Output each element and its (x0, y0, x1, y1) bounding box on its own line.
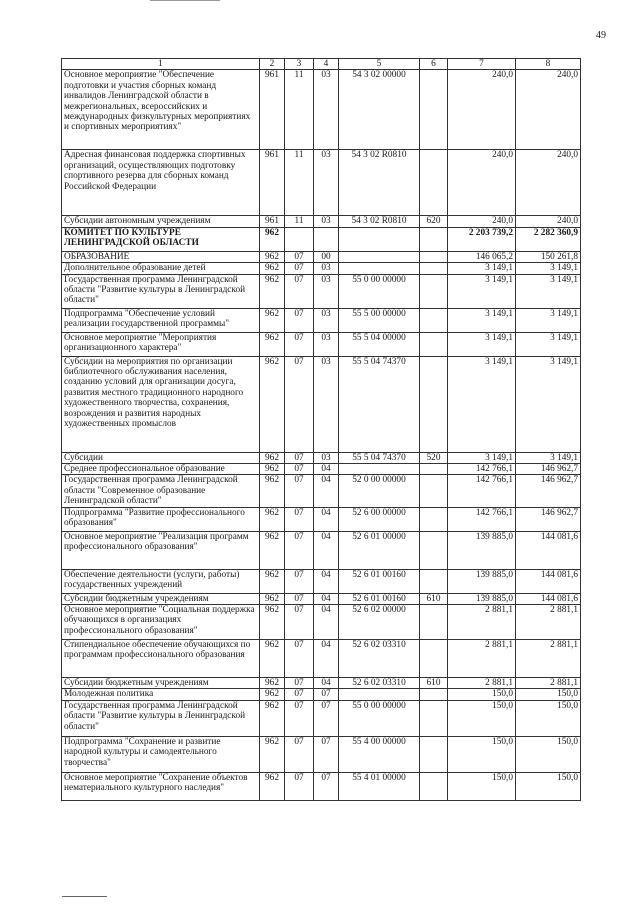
table-row (62, 736, 581, 772)
cell-grbs: 962 (260, 227, 285, 251)
cell-name: Адресная финансовая поддержка спортивных организаций, осуществляющих подготовку спортивного резерва для сборных команд Российской Федерации (62, 150, 260, 216)
cell-amount-year1: 2 881,1 (448, 640, 516, 678)
cell-subsection: 03 (314, 274, 339, 308)
cell-name: Молодежная политика (62, 689, 260, 700)
cell-section: 07 (285, 640, 314, 678)
cell-name: Основное мероприятие "Мероприятия организационного характера" (62, 332, 260, 356)
cell-expense-type (420, 736, 448, 772)
table-row (62, 356, 581, 452)
cell-expense-type (420, 772, 448, 800)
cell-section: 07 (285, 452, 314, 463)
cell-section: 07 (285, 356, 314, 452)
cell-subsection: 07 (314, 736, 339, 772)
cell-amount-year2: 3 149,1 (516, 332, 581, 356)
cell-amount-year2: 3 149,1 (516, 274, 581, 308)
cell-expense-type (420, 332, 448, 356)
cell-target-article: 55 5 04 74370 (339, 356, 420, 452)
cell-section: 07 (285, 569, 314, 593)
cell-expense-type (420, 263, 448, 274)
header-col-3: 3 (285, 59, 314, 70)
cell-target-article: 52 6 01 00160 (339, 593, 420, 604)
table-row (62, 772, 581, 800)
cell-expense-type: 520 (420, 452, 448, 463)
cell-expense-type (420, 640, 448, 678)
cell-name: Дополнительное образование детей (62, 263, 260, 274)
cell-section: 07 (285, 700, 314, 736)
cell-grbs: 962 (260, 452, 285, 463)
cell-amount-year2: 150,0 (516, 689, 581, 700)
cell-expense-type (420, 227, 448, 251)
cell-target-article: 55 4 00 00000 (339, 736, 420, 772)
cell-amount-year2: 150 261,8 (516, 251, 581, 262)
cell-name: Подпрограмма "Сохранение и развитие народной культуры и самодеятельного творчества" (62, 736, 260, 772)
cell-amount-year1: 3 149,1 (448, 332, 516, 356)
cell-name: Обеспечение деятельности (услуги, работы) государственных учреждений (62, 569, 260, 593)
cell-subsection: 04 (314, 464, 339, 475)
cell-section: 07 (285, 736, 314, 772)
cell-amount-year2: 2 881,1 (516, 605, 581, 640)
cell-amount-year2: 146 962,7 (516, 464, 581, 475)
cell-expense-type (420, 569, 448, 593)
table-row (62, 464, 581, 475)
cell-expense-type (420, 70, 448, 150)
cell-expense-type: 620 (420, 216, 448, 227)
cell-target-article: 52 6 02 03310 (339, 678, 420, 689)
cell-grbs: 961 (260, 216, 285, 227)
cell-target-article (339, 464, 420, 475)
cell-target-article: 52 6 00 00000 (339, 507, 420, 531)
cell-subsection (314, 227, 339, 251)
header-col-2: 2 (260, 59, 285, 70)
cell-grbs: 961 (260, 70, 285, 150)
cell-amount-year2: 146 962,7 (516, 475, 581, 507)
cell-amount-year1: 146 065,2 (448, 251, 516, 262)
cell-target-article: 54 3 02 00000 (339, 70, 420, 150)
cell-amount-year1: 139 885,0 (448, 531, 516, 569)
cell-name: Государственная программа Ленинградской области "Развитие культуры в Ленинградской области" (62, 700, 260, 736)
cell-name: Основное мероприятие "Обеспечение подготовки и участия сборных команд инвалидов Ленинградской области в межрегиональных, всероссийских и международных физкультурных мероприятиях и спортивных мероприятиях" (62, 70, 260, 150)
table-row (62, 700, 581, 736)
cell-target-article: 55 0 00 00000 (339, 700, 420, 736)
cell-amount-year2: 150,0 (516, 736, 581, 772)
cell-section: 07 (285, 689, 314, 700)
cell-subsection: 04 (314, 605, 339, 640)
cell-target-article: 54 3 02 R0810 (339, 216, 420, 227)
cell-subsection: 07 (314, 689, 339, 700)
header-col-5: 5 (339, 59, 420, 70)
cell-grbs: 962 (260, 475, 285, 507)
cell-subsection: 03 (314, 356, 339, 452)
cell-expense-type (420, 251, 448, 262)
cell-name: Субсидии бюджетным учреждениям (62, 593, 260, 604)
cell-expense-type (420, 308, 448, 332)
cell-section: 07 (285, 475, 314, 507)
cell-amount-year1: 142 766,1 (448, 464, 516, 475)
page-number: 49 (596, 30, 606, 41)
cell-amount-year1: 240,0 (448, 216, 516, 227)
cell-expense-type (420, 464, 448, 475)
table-row (62, 150, 581, 216)
table-row (62, 251, 581, 262)
cell-name: Подпрограмма "Развитие профессионального образования" (62, 507, 260, 531)
cell-grbs: 962 (260, 689, 285, 700)
cell-grbs: 962 (260, 605, 285, 640)
cell-name: Государственная программа Ленинградской области "Развитие культуры в Ленинградской области" (62, 274, 260, 308)
cell-section: 07 (285, 678, 314, 689)
cell-grbs: 962 (260, 308, 285, 332)
cell-amount-year2: 3 149,1 (516, 452, 581, 463)
header-col-1: 1 (62, 59, 260, 70)
cell-target-article (339, 263, 420, 274)
cell-grbs: 962 (260, 356, 285, 452)
cell-grbs: 962 (260, 531, 285, 569)
cell-target-article: 52 6 02 00000 (339, 605, 420, 640)
cell-target-article: 52 6 01 00160 (339, 569, 420, 593)
cell-subsection: 04 (314, 475, 339, 507)
cell-amount-year1: 240,0 (448, 150, 516, 216)
cell-section: 07 (285, 308, 314, 332)
cell-subsection: 03 (314, 70, 339, 150)
cell-amount-year2: 146 962,7 (516, 507, 581, 531)
table-row (62, 475, 581, 507)
cell-section: 07 (285, 263, 314, 274)
cell-name: Субсидии (62, 452, 260, 463)
cell-amount-year1: 2 881,1 (448, 605, 516, 640)
cell-expense-type (420, 700, 448, 736)
cell-section: 07 (285, 507, 314, 531)
cell-amount-year1: 139 885,0 (448, 593, 516, 604)
table-row (62, 507, 581, 531)
cell-amount-year2: 3 149,1 (516, 308, 581, 332)
cell-section: 07 (285, 251, 314, 262)
cell-expense-type (420, 150, 448, 216)
cell-expense-type (420, 605, 448, 640)
cell-name: Субсидии бюджетным учреждениям (62, 678, 260, 689)
table-row (62, 274, 581, 308)
cell-section: 07 (285, 464, 314, 475)
cell-grbs: 962 (260, 678, 285, 689)
cell-name: Субсидии автономным учреждениям (62, 216, 260, 227)
header-col-8: 8 (516, 59, 581, 70)
cell-subsection: 00 (314, 251, 339, 262)
cell-subsection: 03 (314, 308, 339, 332)
cell-section: 07 (285, 332, 314, 356)
table-row (62, 689, 581, 700)
header-col-4: 4 (314, 59, 339, 70)
cell-subsection: 04 (314, 593, 339, 604)
cell-expense-type (420, 689, 448, 700)
cell-grbs: 962 (260, 263, 285, 274)
cell-amount-year2: 240,0 (516, 216, 581, 227)
cell-amount-year2: 150,0 (516, 772, 581, 800)
cell-amount-year2: 240,0 (516, 70, 581, 150)
cell-name: Основное мероприятие "Реализация программ профессионального образования" (62, 531, 260, 569)
cell-target-article: 54 3 02 R0810 (339, 150, 420, 216)
cell-amount-year2: 3 149,1 (516, 356, 581, 452)
cell-grbs: 962 (260, 593, 285, 604)
cell-grbs: 962 (260, 569, 285, 593)
cell-amount-year1: 150,0 (448, 700, 516, 736)
cell-name: Подпрограмма "Обеспечение условий реализации государственной программы" (62, 308, 260, 332)
cell-grbs: 962 (260, 251, 285, 262)
cell-expense-type (420, 531, 448, 569)
cell-section: 07 (285, 772, 314, 800)
cell-subsection: 03 (314, 216, 339, 227)
cell-grbs: 962 (260, 640, 285, 678)
table-row (62, 308, 581, 332)
table-row (62, 531, 581, 569)
cell-grbs: 962 (260, 772, 285, 800)
cell-section: 11 (285, 70, 314, 150)
cell-amount-year2: 2 282 360,9 (516, 227, 581, 251)
cell-name: Субсидии на мероприятия по организации библиотечного обслуживания населения, созданию условий для организации досуга, развития местного традиционного народного художественного творчества, сохранения, возрождения и развития народных художественных промыслов (62, 356, 260, 452)
cell-name: Стипендиальное обеспечение обучающихся по программам профессионального образования (62, 640, 260, 678)
cell-name: Среднее профессиональное образование (62, 464, 260, 475)
cell-subsection: 04 (314, 569, 339, 593)
cell-subsection: 03 (314, 150, 339, 216)
cell-amount-year1: 3 149,1 (448, 274, 516, 308)
cell-amount-year1: 142 766,1 (448, 475, 516, 507)
cell-amount-year1: 150,0 (448, 772, 516, 800)
cell-amount-year1: 150,0 (448, 736, 516, 772)
scan-artifact-top (150, 0, 220, 1)
cell-amount-year1: 139 885,0 (448, 569, 516, 593)
cell-section: 07 (285, 605, 314, 640)
cell-subsection: 04 (314, 678, 339, 689)
cell-section (285, 227, 314, 251)
cell-subsection: 04 (314, 507, 339, 531)
table-header-row (62, 59, 581, 70)
table-row (62, 227, 581, 251)
cell-amount-year2: 2 881,1 (516, 640, 581, 678)
table-row (62, 593, 581, 604)
cell-subsection: 03 (314, 263, 339, 274)
cell-name: КОМИТЕТ ПО КУЛЬТУРЕ ЛЕНИНГРАДСКОЙ ОБЛАСТИ (62, 227, 260, 251)
cell-amount-year1: 2 881,1 (448, 678, 516, 689)
cell-amount-year2: 144 081,6 (516, 593, 581, 604)
cell-grbs: 962 (260, 700, 285, 736)
cell-grbs: 962 (260, 274, 285, 308)
cell-subsection: 03 (314, 332, 339, 356)
cell-name: Основное мероприятие "Социальная поддержка обучающихся в организациях профессионального образования" (62, 605, 260, 640)
cell-grbs: 962 (260, 332, 285, 356)
table-row (62, 569, 581, 593)
cell-target-article: 55 0 00 00000 (339, 274, 420, 308)
cell-name: Государственная программа Ленинградской области "Современное образование Ленинградской области" (62, 475, 260, 507)
cell-target-article: 55 5 04 74370 (339, 452, 420, 463)
table-body (62, 70, 581, 800)
cell-target-article: 55 4 01 00000 (339, 772, 420, 800)
cell-expense-type (420, 274, 448, 308)
cell-amount-year2: 144 081,6 (516, 569, 581, 593)
cell-name: ОБРАЗОВАНИЕ (62, 251, 260, 262)
cell-amount-year1: 3 149,1 (448, 356, 516, 452)
header-col-7: 7 (448, 59, 516, 70)
header-col-6: 6 (420, 59, 448, 70)
cell-amount-year2: 240,0 (516, 150, 581, 216)
table-row (62, 332, 581, 356)
cell-target-article: 55 5 00 00000 (339, 308, 420, 332)
cell-expense-type (420, 507, 448, 531)
cell-amount-year2: 3 149,1 (516, 263, 581, 274)
cell-amount-year1: 3 149,1 (448, 452, 516, 463)
table-row (62, 263, 581, 274)
cell-grbs: 962 (260, 464, 285, 475)
cell-section: 07 (285, 593, 314, 604)
scan-artifact-bottom (62, 896, 107, 897)
cell-expense-type: 610 (420, 593, 448, 604)
cell-target-article: 52 0 00 00000 (339, 475, 420, 507)
cell-target-article: 52 6 02 03310 (339, 640, 420, 678)
cell-subsection: 04 (314, 531, 339, 569)
table-row (62, 640, 581, 678)
cell-target-article (339, 251, 420, 262)
cell-subsection: 03 (314, 452, 339, 463)
cell-amount-year1: 142 766,1 (448, 507, 516, 531)
cell-grbs: 961 (260, 150, 285, 216)
cell-section: 07 (285, 274, 314, 308)
cell-name: Основное мероприятие "Сохранение объектов нематериального культурного наследия" (62, 772, 260, 800)
cell-section: 11 (285, 216, 314, 227)
cell-amount-year2: 2 881,1 (516, 678, 581, 689)
cell-amount-year1: 2 203 739,2 (448, 227, 516, 251)
cell-expense-type (420, 475, 448, 507)
cell-amount-year1: 150,0 (448, 689, 516, 700)
table-row (62, 605, 581, 640)
cell-amount-year1: 3 149,1 (448, 263, 516, 274)
cell-section: 07 (285, 531, 314, 569)
budget-table (61, 58, 581, 801)
cell-amount-year1: 3 149,1 (448, 308, 516, 332)
cell-target-article (339, 689, 420, 700)
cell-target-article (339, 227, 420, 251)
cell-section: 11 (285, 150, 314, 216)
cell-amount-year2: 144 081,6 (516, 531, 581, 569)
cell-expense-type (420, 356, 448, 452)
cell-subsection: 04 (314, 640, 339, 678)
cell-grbs: 962 (260, 507, 285, 531)
table-row (62, 216, 581, 227)
table-row (62, 452, 581, 463)
cell-expense-type: 610 (420, 678, 448, 689)
cell-subsection: 07 (314, 772, 339, 800)
cell-target-article: 52 6 01 00000 (339, 531, 420, 569)
table-row (62, 678, 581, 689)
cell-subsection: 07 (314, 700, 339, 736)
cell-amount-year2: 150,0 (516, 700, 581, 736)
cell-target-article: 55 5 04 00000 (339, 332, 420, 356)
cell-amount-year1: 240,0 (448, 70, 516, 150)
cell-grbs: 962 (260, 736, 285, 772)
table-row (62, 70, 581, 150)
